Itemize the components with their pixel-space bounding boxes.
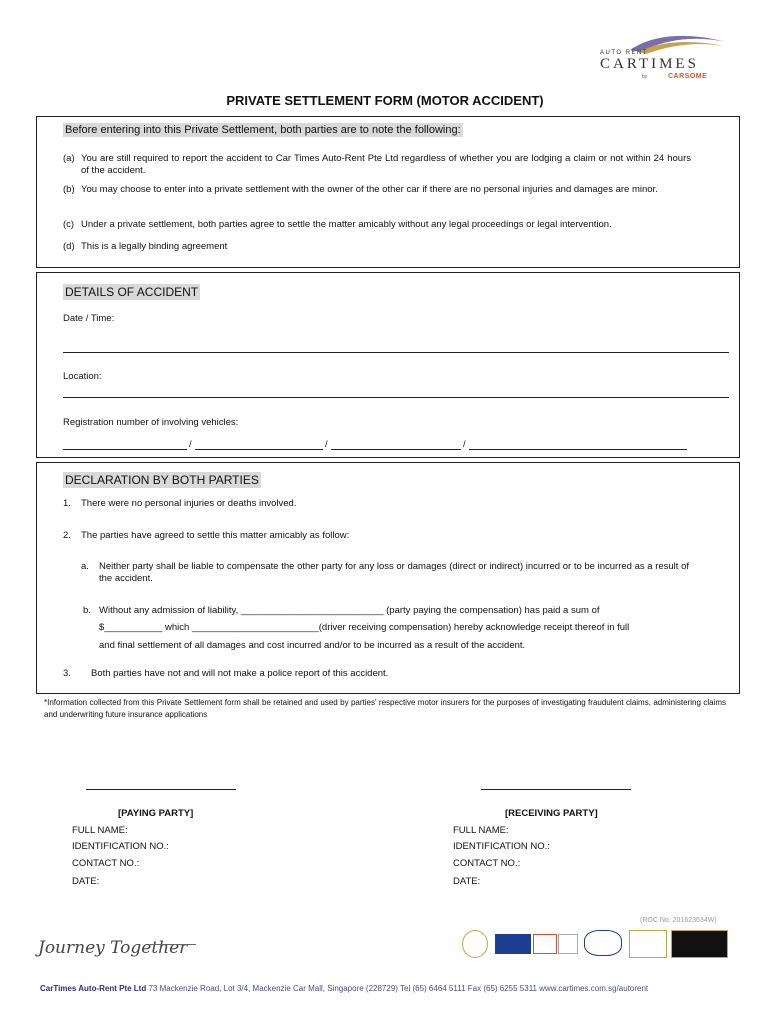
logo-wordmark: CARTIMES (600, 56, 699, 72)
item-2b-line-3: and final settlement of all damages and cost incurred and/or to be incurred as a result of the accident. (99, 640, 526, 651)
item-1-marker: 1. (63, 498, 71, 509)
item-2a-marker: a. (81, 561, 89, 572)
tagline: Journey Together (38, 938, 188, 958)
notice-item-b: You may choose to enter into a private settlement with the owner of the other car if there are no personal injuries and damages are minor. (81, 184, 658, 195)
paying-full-name: FULL NAME: (72, 825, 128, 836)
paying-party-label: [PAYING PARTY] (118, 808, 194, 819)
item-2a: Neither party shall be liable to compensate the other party for any loss or damages (direct or indirect) incurred or to be incurred as a result of the accident. (99, 561, 689, 584)
paying-date: DATE: (72, 876, 100, 887)
registration-field-3[interactable] (331, 449, 461, 450)
notice-marker-b: (b) (63, 184, 75, 195)
item-2-marker: 2. (63, 530, 71, 541)
registration-label: Registration number of involving vehicles: (63, 417, 239, 428)
item-3: Both parties have not and will not make a police report of this accident. (91, 668, 389, 679)
notice-item-c: Under a private settlement, both parties agree to settle the matter amicably without any legal proceedings or legal intervention. (81, 219, 612, 230)
award-badge-icon (462, 930, 488, 958)
receiving-party-label: [RECEIVING PARTY] (505, 808, 598, 819)
location-label: Location: (63, 371, 102, 382)
notice-marker-a: (a) (63, 153, 75, 164)
disclaimer: *Information collected from this Private Settlement form shall be retained and used by parties' respective motor insurers for the purposes of investigating fraudulent claims, administering claims and underwriting future insurance applications (44, 698, 726, 719)
accreditation-logo-icon (671, 930, 728, 958)
accreditation-logo-icon (495, 934, 531, 954)
separator: / (189, 439, 192, 450)
item-1: There were no personal injuries or deaths involved. (81, 498, 297, 509)
declaration-box (36, 462, 740, 694)
declaration-heading: DECLARATION BY BOTH PARTIES (65, 473, 259, 487)
item-2b-marker: b. (83, 605, 91, 616)
notice-heading: Before entering into this Private Settlement, both parties are to note the following: (65, 124, 461, 136)
item-2b-line-1: Without any admission of liability, ___________________________ (party paying the compensation) has paid a sum of (99, 605, 600, 616)
notice-box (36, 116, 740, 268)
receiving-contact: CONTACT NO.: (453, 858, 521, 869)
roc-number: (ROC No. 201623634W) (640, 917, 717, 924)
accreditation-logo-icon (584, 930, 622, 956)
registration-field-4[interactable] (469, 449, 687, 450)
receiving-date: DATE: (453, 876, 481, 887)
paying-contact: CONTACT NO.: (72, 858, 140, 869)
details-heading: DETAILS OF ACCIDENT (65, 285, 199, 299)
accreditation-logo-icon (629, 930, 667, 958)
page-title: PRIVATE SETTLEMENT FORM (MOTOR ACCIDENT) (226, 93, 544, 108)
date-time-label: Date / Time: (63, 313, 115, 324)
item-2: The parties have agreed to settle this matter amicably as follow: (81, 530, 350, 541)
paying-signature-line[interactable] (86, 789, 236, 790)
details-box (36, 272, 740, 458)
date-time-field[interactable] (63, 352, 729, 353)
location-field[interactable] (63, 397, 729, 398)
notice-item-a: You are still required to report the accident to Car Times Auto-Rent Pte Ltd regardless of whether you are lodging a claim or not within 24 hours of the accident. (81, 153, 691, 176)
footer-company: CarTimes Auto-Rent Pte Ltd (40, 984, 147, 993)
notice-marker-c: (c) (63, 219, 75, 230)
accreditation-logo-icon (558, 934, 578, 954)
notice-marker-d: (d) (63, 241, 75, 252)
separator: / (463, 439, 466, 450)
registration-field-1[interactable] (63, 449, 187, 450)
logo-partner: CARSOME (668, 73, 708, 80)
notice-item-d: This is a legally binding agreement (81, 241, 228, 252)
paying-id: IDENTIFICATION NO.: (72, 841, 169, 852)
tagline-flourish (150, 944, 196, 945)
accreditation-logo-icon (533, 934, 557, 954)
receiving-full-name: FULL NAME: (453, 825, 509, 836)
footer-address: 73 Mackenzie Road, Lot 3/4, Mackenzie Car Mall, Singapore (228729) Tel (65) 6464 5111 Fax (65) 6255 5311 www.cartimes.com.sg/autorent (148, 984, 649, 993)
receiving-signature-line[interactable] (481, 789, 631, 790)
logo-by: by (642, 74, 648, 80)
logo-subtitle: AUTO RENT (600, 50, 649, 56)
item-3-marker: 3. (63, 668, 71, 679)
separator: / (325, 439, 328, 450)
footer-address-line (40, 984, 648, 993)
item-2b-line-2: $___________ which ________________________(driver receiving compensation) hereby acknowledge receipt thereof in full (99, 622, 630, 633)
receiving-id: IDENTIFICATION NO.: (453, 841, 550, 852)
cartimes-logo (590, 30, 735, 85)
registration-field-2[interactable] (195, 449, 323, 450)
